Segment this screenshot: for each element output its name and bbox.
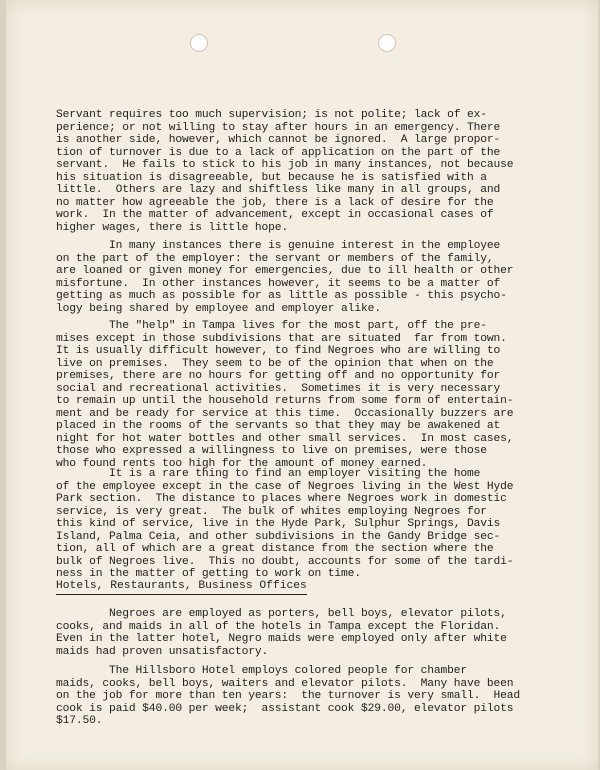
paragraph-2: In many instances there is genuine interest in the employee on the part of the employer: the servant or members of the family, are loaned or given money for emergencies, due to ill health or other misfortune. In other instances however, it seems to be a matter of getting as much as possible for as little as possible - this psycho- logy being shared by employee and employer alike. bbox=[56, 240, 514, 315]
punch-hole bbox=[190, 34, 208, 52]
paragraph-5: Negroes are employed as porters, bell boys, elevator pilots, cooks, and maids in all of the hotels in Tampa except the Floridan. Even in the latter hotel, Negro maids were employed only after white maids had proven unsatisfactory. bbox=[56, 608, 507, 658]
punch-hole bbox=[378, 34, 396, 52]
paragraph-4: It is a rare thing to find an employer visiting the home of the employee except in the case of Negroes living in the West Hyde Park section. The distance to places where Negroes work in domestic service, is very great. The bulk of whites employing Negroes for this kind of service, live in the Hyde Park, Sulphur Springs, Davis Island, Palma Ceia, and other subdivisions in the Gandy Bridge sec- tion, all of which are a great distance from the section where the bulk of Negroes live. This no doubt, accounts for some of the tardi- ness in the matter of getting to work on time. bbox=[56, 468, 514, 580]
section-heading: Hotels, Restaurants, Business Offices bbox=[56, 580, 307, 595]
paragraph-6: The Hillsboro Hotel employs colored people for chamber maids, cooks, bell boys, waiters and elevator pilots. Many have been on the job for more than ten years: the turnover is very small. Head cook is paid $40.00 per week; assistant cook $29.00, elevator pilots $17.50. bbox=[56, 665, 521, 727]
paragraph-1: Servant requires too much supervision; is not polite; lack of ex- perience; or not willing to stay after hours in an emergency. There is another side, however, which cannot be ignored. A large propor- tion of turnover is due to a lack of application on the part of the servant. He fails to stick to his job in many instances, not because his situation is disagreeable, but because he is satisfied with a little. Others are lazy and shiftless like many in all groups, and no matter how agreeable the job, there is a lack of desire for the work. In the matter of advancement, except in occasional cases of higher wages, there is little hope. bbox=[56, 109, 514, 234]
paragraph-3: The "help" in Tampa lives for the most part, off the pre- mises except in those subdivisions that are situated far from town. It is usually difficult however, to find Negroes who are willing to live on premises. They seem to be of the opinion that when on the premises, there are no hours for getting off and no opportunity for social and recreational activities. Sometimes it is very necessary to remain up until the household returns from some form of entertain- ment and be ready for service at this time. Occasionally buzzers are placed in the rooms of the servants so that they may be awakened at night for hot water bottles and other small services. In most cases, those who expressed a willingness to live on premises, were those who found rents too high for the amount of money earned. bbox=[56, 320, 514, 470]
